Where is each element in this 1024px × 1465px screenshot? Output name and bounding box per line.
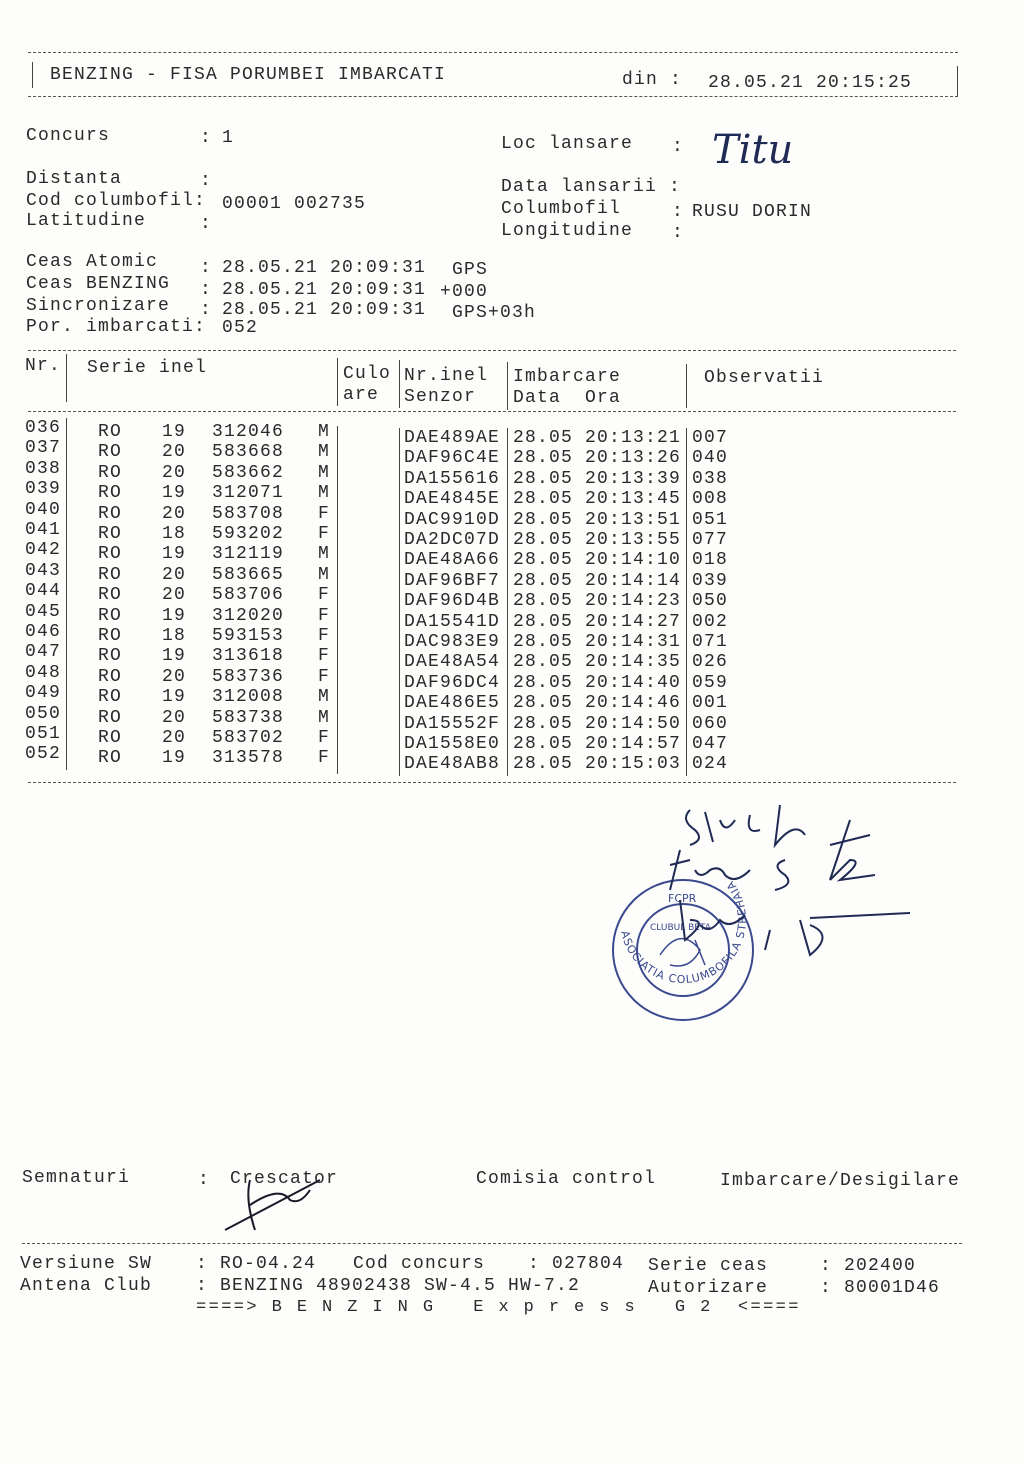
cell-sex: M <box>318 422 331 442</box>
cell-observatii: 047 <box>692 734 729 754</box>
longitudine-colon: : <box>672 223 685 243</box>
colon: : <box>200 258 213 278</box>
cell-observatii: 071 <box>692 632 729 652</box>
cell-sex: M <box>318 462 331 483</box>
cell-country: RO <box>98 564 123 585</box>
autorizare-label: Autorizare <box>648 1278 769 1298</box>
cell-sex: M <box>318 483 331 504</box>
cell-sensor-id: DAF96BF7 <box>404 570 501 591</box>
cell-ring-nr: 039 <box>25 479 62 500</box>
cell-sensor-id: DAC983E9 <box>404 632 501 652</box>
ceas-benzing-value: 28.05.21 20:09:31 <box>222 280 427 300</box>
por-imbarcati-value: 052 <box>222 318 259 338</box>
col-header-serie: Serie inel <box>87 358 208 378</box>
cell-sensor-id: DAF96C4E <box>404 448 501 469</box>
cell-sex: F <box>318 585 331 606</box>
col-header-senzor: Senzor <box>404 387 477 407</box>
cell-year: 18 <box>162 626 187 646</box>
cell-date: 28.05 <box>513 448 574 469</box>
cell-ring-nr: 043 <box>25 560 62 581</box>
cell-sex: F <box>318 666 331 687</box>
cell-ring-nr: 047 <box>25 642 62 663</box>
longitudine-label: Longitudine <box>501 221 634 241</box>
cell-observatii: 059 <box>692 672 729 693</box>
cell-ring-number: 313578 <box>212 748 285 769</box>
divider <box>66 354 67 402</box>
col-header-imbarcare: Imbarcare <box>513 367 622 387</box>
cell-ring-nr: 051 <box>25 724 62 744</box>
cell-date: 28.05 <box>513 672 574 693</box>
cell-date: 28.05 <box>513 632 574 652</box>
sincronizare-suffix: GPS+03h <box>452 303 537 323</box>
ceas-benzing-suffix: +000 <box>440 282 489 302</box>
distanta-colon: : <box>200 171 213 191</box>
cell-ring-number: 312071 <box>212 483 285 504</box>
cell-year: 20 <box>162 728 187 748</box>
cell-country: RO <box>98 605 123 626</box>
cell-ring-number: 593153 <box>212 626 285 646</box>
cell-time: 20:14:10 <box>585 550 682 571</box>
table-header-rule <box>28 411 956 412</box>
semnaturi-label: Semnaturi <box>22 1168 131 1188</box>
cell-ring-number: 312119 <box>212 544 285 565</box>
cell-year: 20 <box>162 564 187 585</box>
cell-observatii: 050 <box>692 591 729 612</box>
cell-sensor-id: DA15552F <box>404 713 501 734</box>
cod-columbofil-value: 00001 002735 <box>222 194 367 214</box>
cell-year: 20 <box>162 442 187 463</box>
cell-time: 20:14:23 <box>585 591 682 612</box>
cell-country: RO <box>98 646 123 667</box>
cell-year: 20 <box>162 462 187 483</box>
cell-sensor-id: DA1558E0 <box>404 734 501 754</box>
cell-sensor-id: DAE489AE <box>404 428 501 448</box>
divider <box>337 358 338 406</box>
cell-sensor-id: DA15541D <box>404 611 501 632</box>
cell-observatii: 007 <box>692 428 729 448</box>
cell-time: 20:13:21 <box>585 428 682 448</box>
cell-sensor-id: DAF96DC4 <box>404 672 501 693</box>
cell-sex: M <box>318 564 331 585</box>
loc-lansare-label: Loc lansare <box>501 134 634 154</box>
cell-time: 20:14:46 <box>585 693 682 714</box>
header-bottom-border <box>28 96 958 97</box>
cell-sex: M <box>318 544 331 565</box>
cell-country: RO <box>98 585 123 606</box>
cell-date: 28.05 <box>513 530 574 550</box>
print-date-label: din : <box>622 70 683 90</box>
cell-ring-nr: 045 <box>25 601 62 622</box>
cell-observatii: 051 <box>692 509 729 530</box>
cell-sex: F <box>318 728 331 748</box>
col-header-nr-inel: Nr.inel <box>404 366 489 386</box>
divider <box>399 360 400 408</box>
cod-concurs-value: : 027804 <box>528 1254 625 1274</box>
cell-time: 20:14:40 <box>585 672 682 693</box>
cell-sex: M <box>318 707 331 728</box>
stamp-outer-text: ASOCIATIA COLUMBOFILA STREHAIA <box>618 877 750 987</box>
ceas-benzing-label: Ceas BENZING <box>26 274 171 294</box>
cell-ring-nr: 042 <box>25 540 62 561</box>
cell-time: 20:14:14 <box>585 570 682 591</box>
cell-ring-nr: 038 <box>25 458 62 479</box>
cell-sex: F <box>318 748 331 769</box>
cell-observatii: 077 <box>692 530 729 550</box>
cell-country: RO <box>98 544 123 565</box>
col-header-culoare: Culo <box>343 364 392 384</box>
latitudine-colon: : <box>200 214 213 234</box>
cell-country: RO <box>98 483 123 504</box>
cell-year: 19 <box>162 687 187 708</box>
divider <box>686 364 687 408</box>
columbofil-colon: : <box>672 202 685 222</box>
crescator-label: Crescator <box>230 1169 339 1189</box>
columbofil-value: RUSU DORIN <box>692 202 813 222</box>
cell-ring-nr: 049 <box>25 683 62 704</box>
divider <box>507 362 508 410</box>
cell-sensor-id: DA2DC07D <box>404 530 501 550</box>
columbofil-label: Columbofil <box>501 199 622 219</box>
cell-ring-nr: 036 <box>25 418 62 438</box>
serie-ceas-label: Serie ceas <box>648 1256 769 1276</box>
cell-observatii: 001 <box>692 693 729 714</box>
cell-sensor-id: DA155616 <box>404 468 501 489</box>
table-top-rule <box>28 350 956 351</box>
sincronizare-label: Sincronizare <box>26 296 171 316</box>
comisia-control-label: Comisia control <box>476 1169 657 1189</box>
cell-sensor-id: DAC9910D <box>404 509 501 530</box>
header-left-border <box>32 62 33 88</box>
serie-ceas-value: : 202400 <box>820 1256 917 1276</box>
col-header-observatii: Observatii <box>704 368 825 388</box>
cell-country: RO <box>98 503 123 524</box>
loc-lansare-value: Titu <box>712 127 794 173</box>
header-right-border <box>957 66 958 96</box>
cell-observatii: 026 <box>692 652 729 673</box>
cod-concurs-label: Cod concurs <box>353 1254 486 1274</box>
cell-date: 28.05 <box>513 591 574 612</box>
colon: : <box>198 1170 211 1190</box>
cell-country: RO <box>98 462 123 483</box>
cell-country: RO <box>98 626 123 646</box>
cod-columbofil-label: Cod columbofil: <box>26 191 207 211</box>
divider <box>66 418 67 770</box>
data-lansarii-label: Data lansarii : <box>501 177 682 197</box>
cell-time: 20:13:55 <box>585 530 682 550</box>
cell-date: 28.05 <box>513 468 574 489</box>
cell-time: 20:14:27 <box>585 611 682 632</box>
antena-club-label: Antena Club <box>20 1276 153 1296</box>
stamp-top-text: FCPR <box>668 892 697 905</box>
cell-sensor-id: DAE48A66 <box>404 550 501 571</box>
cell-year: 19 <box>162 483 187 504</box>
imbarcare-desigilare-label: Imbarcare/Desigilare <box>720 1171 961 1191</box>
cell-observatii: 038 <box>692 468 729 489</box>
col-header-data-ora: Data Ora <box>513 388 622 408</box>
autorizare-value: : 80001D46 <box>820 1278 941 1298</box>
cell-time: 20:13:51 <box>585 509 682 530</box>
cell-ring-nr: 044 <box>25 581 62 602</box>
cell-ring-number: 583702 <box>212 728 285 748</box>
cell-ring-number: 583665 <box>212 564 285 585</box>
cell-year: 19 <box>162 748 187 769</box>
cell-time: 20:14:35 <box>585 652 682 673</box>
cell-ring-nr: 041 <box>25 520 62 540</box>
cell-country: RO <box>98 687 123 708</box>
cell-date: 28.05 <box>513 428 574 448</box>
cell-time: 20:13:26 <box>585 448 682 469</box>
colon: : <box>200 300 213 320</box>
cell-country: RO <box>98 728 123 748</box>
cell-sensor-id: DAE48A54 <box>404 652 501 673</box>
concurs-value: 1 <box>222 128 235 148</box>
cell-time: 20:13:39 <box>585 468 682 489</box>
cell-country: RO <box>98 666 123 687</box>
header-top-border <box>28 52 958 53</box>
cell-date: 28.05 <box>513 734 574 754</box>
sincronizare-value: 28.05.21 20:09:31 <box>222 300 427 320</box>
cell-ring-nr: 046 <box>25 622 62 642</box>
por-imbarcati-label: Por. imbarcati: <box>26 317 207 337</box>
document-title: BENZING - FISA PORUMBEI IMBARCATI <box>50 65 447 85</box>
col-header-culoare-2: are <box>343 385 380 405</box>
cell-sensor-id: DAE48AB8 <box>404 754 501 775</box>
cell-observatii: 024 <box>692 754 729 775</box>
crescator-signature <box>220 1170 340 1240</box>
divider <box>337 426 338 774</box>
cell-year: 20 <box>162 707 187 728</box>
table-bottom-rule <box>28 782 956 783</box>
cell-sex: M <box>318 442 331 463</box>
cell-date: 28.05 <box>513 611 574 632</box>
cell-date: 28.05 <box>513 754 574 775</box>
cell-ring-nr: 048 <box>25 662 62 683</box>
cell-ring-number: 583668 <box>212 442 285 463</box>
cell-ring-number: 593202 <box>212 524 285 544</box>
concurs-colon: : <box>200 128 213 148</box>
cell-year: 20 <box>162 585 187 606</box>
cell-time: 20:13:45 <box>585 489 682 510</box>
cell-sex: F <box>318 503 331 524</box>
cell-date: 28.05 <box>513 509 574 530</box>
cell-year: 19 <box>162 544 187 565</box>
antena-club-value: : BENZING 48902438 SW-4.5 HW-7.2 <box>196 1276 581 1296</box>
cell-time: 20:15:03 <box>585 754 682 775</box>
cell-sensor-id: DAE4845E <box>404 489 501 510</box>
cell-ring-number: 313618 <box>212 646 285 667</box>
cell-ring-number: 312046 <box>212 422 285 442</box>
cell-ring-number: 312020 <box>212 605 285 626</box>
cell-ring-number: 583662 <box>212 462 285 483</box>
stamp-inner-text: CLUBUL BETA <box>650 923 711 933</box>
distanta-label: Distanta <box>26 169 123 189</box>
cell-ring-nr: 040 <box>25 499 62 520</box>
cell-ring-nr: 050 <box>25 703 62 724</box>
cell-date: 28.05 <box>513 550 574 571</box>
print-date-value: 28.05.21 20:15:25 <box>708 73 913 93</box>
cell-year: 20 <box>162 666 187 687</box>
cell-observatii: 002 <box>692 611 729 632</box>
cell-year: 19 <box>162 646 187 667</box>
benzing-banner: ====> B E N Z I N G E x p r e s s G 2 <==== <box>196 1298 801 1317</box>
cell-date: 28.05 <box>513 693 574 714</box>
cell-sex: M <box>318 687 331 708</box>
cell-sex: F <box>318 646 331 667</box>
cell-ring-number: 583706 <box>212 585 285 606</box>
cell-ring-number: 312008 <box>212 687 285 708</box>
cell-country: RO <box>98 422 123 442</box>
cell-ring-nr: 052 <box>25 744 62 765</box>
cell-sex: F <box>318 626 331 646</box>
cell-date: 28.05 <box>513 489 574 510</box>
cell-year: 18 <box>162 524 187 544</box>
cell-year: 19 <box>162 422 187 442</box>
cell-observatii: 039 <box>692 570 729 591</box>
versiune-label: Versiune SW <box>20 1254 153 1274</box>
cell-country: RO <box>98 524 123 544</box>
col-header-nr: Nr. <box>25 356 62 376</box>
divider <box>507 428 508 776</box>
cell-sex: F <box>318 605 331 626</box>
cell-observatii: 018 <box>692 550 729 571</box>
cell-date: 28.05 <box>513 713 574 734</box>
cell-ring-number: 583736 <box>212 666 285 687</box>
cell-year: 19 <box>162 605 187 626</box>
cell-country: RO <box>98 748 123 769</box>
colon: : <box>200 280 213 300</box>
ceas-atomic-label: Ceas Atomic <box>26 252 159 272</box>
footer-rule <box>22 1243 962 1244</box>
versiune-value: : RO-04.24 <box>196 1254 317 1274</box>
cell-country: RO <box>98 707 123 728</box>
loc-lansare-colon: : <box>672 137 685 157</box>
cell-time: 20:14:31 <box>585 632 682 652</box>
cell-observatii: 008 <box>692 489 729 510</box>
cell-time: 20:14:57 <box>585 734 682 754</box>
cell-observatii: 040 <box>692 448 729 469</box>
cell-sensor-id: DAF96D4B <box>404 591 501 612</box>
cell-sensor-id: DAE486E5 <box>404 693 501 714</box>
cell-ring-nr: 037 <box>25 438 62 459</box>
cell-time: 20:14:50 <box>585 713 682 734</box>
cell-observatii: 060 <box>692 713 729 734</box>
cell-ring-number: 583708 <box>212 503 285 524</box>
latitudine-label: Latitudine <box>26 211 147 231</box>
cell-country: RO <box>98 442 123 463</box>
divider <box>686 428 687 776</box>
stamp-and-signatures <box>600 790 930 1050</box>
concurs-label: Concurs <box>26 126 111 146</box>
ceas-atomic-value: 28.05.21 20:09:31 <box>222 258 427 278</box>
ceas-atomic-suffix: GPS <box>452 260 489 280</box>
cell-sex: F <box>318 524 331 544</box>
cell-date: 28.05 <box>513 570 574 591</box>
cell-date: 28.05 <box>513 652 574 673</box>
divider <box>399 428 400 776</box>
cell-year: 20 <box>162 503 187 524</box>
cell-ring-number: 583738 <box>212 707 285 728</box>
